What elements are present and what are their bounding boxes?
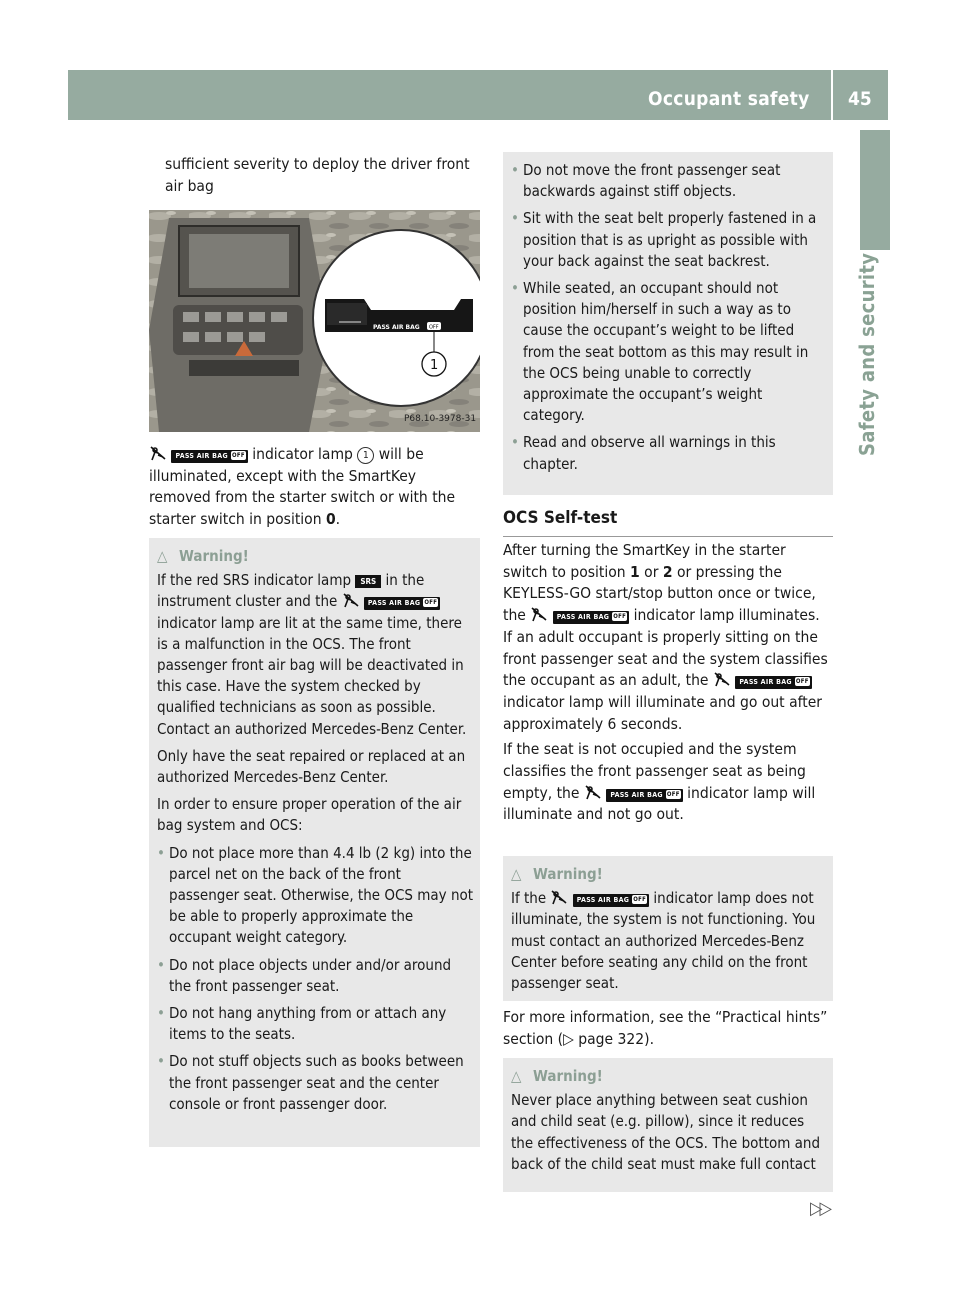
- ocs-section: [503, 508, 833, 537]
- list-item: • Sit with the seat belt properly fastened in a position that is as upright as possible with your back against the seat backrest.: [511, 208, 827, 272]
- warning-text: In order to ensure proper operation of the air bag system and OCS:: [157, 795, 462, 835]
- pass-air-bag-off-indicator: PASS AIR BAG OFF: [364, 597, 440, 610]
- indicator-paragraph: PASS AIR BAG OFF indicator lamp 1 will be illuminated, except with the SmartKey removed from the starter switch or with the starter switch in position 0.: [149, 445, 456, 529]
- warning-triangle-icon: △: [157, 547, 168, 565]
- passenger-seat-airbag-icon: [342, 592, 360, 608]
- warning-heading: △ Warning!: [157, 546, 474, 567]
- warning-bullet-list: [157, 843, 474, 1115]
- warning-text: If the PASS AIR BAG OFF indicator lamp does not illuminate, the system is not functioning. You must contact an authorized Mercedes-Benz Center before seating any child on the front passenger seat.: [511, 889, 816, 993]
- panel-label: PASS AIR BAG: [373, 324, 420, 331]
- list-item: • While seated, an occupant should not position him/herself in such a way as to cause the occupant’s weight to be lifted from the seat bottom as this may result in the OCS being unable to correctly approximate the occupant’s weight category.: [511, 278, 827, 426]
- ocs-body: [503, 540, 828, 826]
- passenger-seat-airbag-icon: [149, 445, 167, 461]
- warning-text: If the red SRS indicator lamp SRS in the instrument cluster and the PASS AIR BAG OFF indicator lamp are lit at the same time, there is a malfunction in the OCS. The front passenger front air bag will be deactivated in this case. Have the system checked by qualified technicians as soon as possible. Contact an authorized Mercedes-Benz Center.: [157, 571, 467, 738]
- panel-off-text: OFF: [429, 324, 439, 331]
- page-number: 45: [848, 88, 872, 110]
- warning-triangle-icon: △: [511, 1067, 522, 1085]
- section-heading: OCS Self-test: [503, 508, 833, 537]
- console-figure: [149, 210, 480, 432]
- list-item: • Do not place more than 4.4 lb (2 kg) into the parcel net on the back of the front passenger seat. Otherwise, the OCS may not be able to properly approximate the occupant weight category.: [157, 843, 474, 949]
- intro-text: sufficient severity to deploy the driver front air bag: [165, 155, 470, 195]
- passenger-seat-airbag-icon: [530, 606, 548, 622]
- bullet-box: [503, 152, 833, 495]
- list-item: • Do not place objects under and/or around the front passenger seat.: [157, 955, 474, 997]
- list-item: • Do not hang anything from or attach any items to the seats.: [157, 1003, 474, 1045]
- pass-air-bag-off-indicator: PASS AIR BAG OFF: [573, 894, 649, 907]
- pass-air-bag-off-indicator: PASS AIR BAG OFF: [171, 450, 247, 463]
- paragraph: If the seat is not occupied and the system classifies the front passenger seat as being empty, the PASS AIR BAG OFF indicator lamp will illuminate and not go out.: [503, 740, 816, 824]
- seat-bullet-list: [511, 160, 827, 475]
- warning-heading: △ Warning!: [511, 1066, 827, 1087]
- warning-box-3: [503, 1058, 833, 1192]
- warning-text: Never place anything between seat cushion and child seat (e.g. pillow), since it reduces the effectiveness of the OCS. The bottom and back of the child seat must make full contact: [511, 1091, 821, 1173]
- callout-number: 1: [430, 358, 439, 373]
- list-item: • Do not move the front passenger seat backwards against stiff objects.: [511, 160, 827, 202]
- list-item: • Do not stuff objects such as books between the front passenger seat and the center console or front passenger door.: [157, 1051, 474, 1115]
- continued-icon: ▷▷: [810, 1198, 829, 1219]
- srs-indicator-icon: SRS: [355, 575, 381, 588]
- warning-box-2: [503, 856, 833, 1001]
- pass-air-bag-off-indicator: PASS AIR BAG OFF: [735, 676, 811, 689]
- warning-text: Only have the seat repaired or replaced at an authorized Mercedes-Benz Center.: [157, 746, 466, 787]
- list-item: • Read and observe all warnings in this chapter.: [511, 432, 827, 474]
- pass-air-bag-off-indicator: PASS AIR BAG OFF: [606, 789, 682, 802]
- passenger-seat-airbag-icon: [550, 889, 568, 905]
- figure-ref-code: P68.10-3978-31: [404, 414, 477, 424]
- warning-box-1: [149, 538, 480, 1147]
- passenger-seat-airbag-icon: [713, 671, 731, 687]
- page-ref-arrow-icon: ▷: [563, 1029, 574, 1048]
- passenger-seat-airbag-icon: [584, 784, 602, 800]
- warning-triangle-icon: △: [511, 865, 522, 883]
- warning-heading: △ Warning!: [511, 864, 827, 885]
- paragraph: After turning the SmartKey in the starter switch to position 1 or 2 or pressing the KEYLESS-GO start/stop button once or twice, the PASS AIR BAG OFF indicator lamp illuminates. If an adult occupant is properly sitting on the front passenger seat and the system classifies the occupant as an adult, the PASS AIR BAG OFF indicator lamp will illuminate and go out after approximately 6 seconds.: [503, 541, 828, 733]
- side-section-label: Safety and security: [855, 252, 879, 456]
- console-illustration: [149, 210, 480, 432]
- callout-ref-icon: 1: [357, 447, 374, 464]
- section-title: Occupant safety: [648, 88, 810, 110]
- reference-paragraph: For more information, see the “Practical hints” section (▷ page 322).: [503, 1008, 828, 1048]
- side-tab: [860, 130, 890, 250]
- header-divider: [831, 70, 833, 120]
- pass-air-bag-off-indicator: PASS AIR BAG OFF: [553, 611, 629, 624]
